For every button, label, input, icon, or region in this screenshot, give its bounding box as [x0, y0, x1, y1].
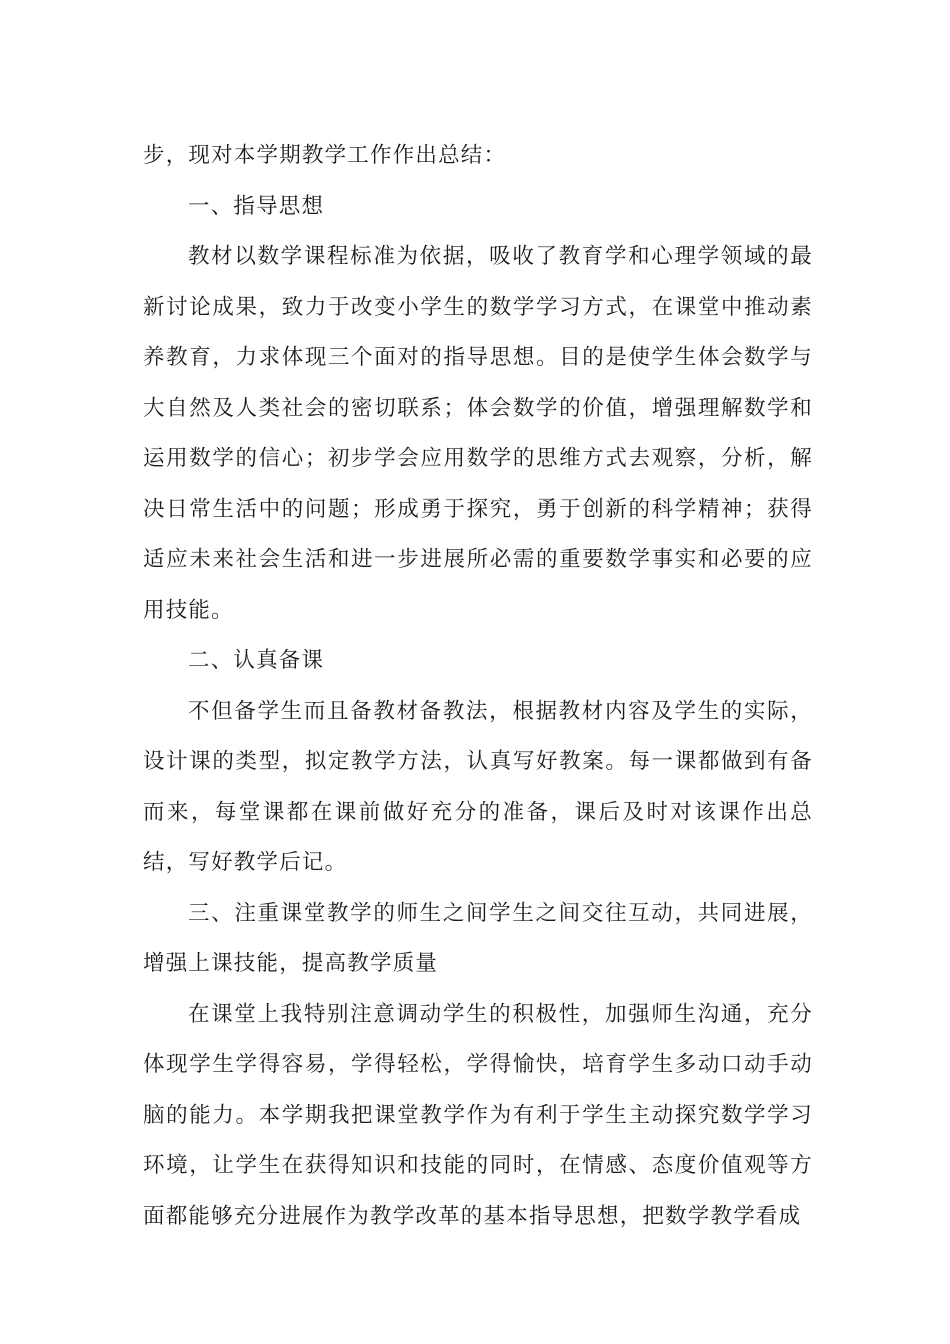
document-body: [143, 131, 813, 1242]
paragraph-lesson-prep: 不但备学生而且备教材备教法，根据教材内容及学生的实际，设计课的类型，拟定教学方法，认真写好教案。每一课都做到有备而来，每堂课都在课前做好充分的准备，课后及时对该课作出总结，写好教学后记。: [143, 698, 813, 875]
paragraph-classroom-interaction: 在课堂上我特别注意调动学生的积极性，加强师生沟通，充分体现学生学得容易，学得轻松，学得愉快，培育学生多动口动手动脑的能力。本学期我把课堂教学作为有利于学生主动探究数学学习环境，让学生在获得知识和技能的同时，在情感、态度价值观等方面都能够充分进展作为教学改革的基本指导思想，把数学教学看成: [143, 1001, 813, 1229]
paragraph-guiding-thought: 教材以数学课程标准为依据，吸收了教育学和心理学领域的最新讨论成果，致力于改变小学生的数学学习方式，在课堂中推动素养教育，力求体现三个面对的指导思想。目的是使学生体会数学与大自然及人类社会的密切联系；体会数学的价值，增强理解数学和运用数学的信心；初步学会应用数学的思维方式去观察，分析，解决日常生活中的问题；形成勇于探究，勇于创新的科学精神；获得适应未来社会生活和进一步进展所必需的重要数学事实和必要的应用技能。: [143, 244, 813, 623]
section-heading-lesson-prep: 二、认真备课: [188, 648, 325, 673]
section-heading-guiding-thought: 一、指导思想: [188, 193, 325, 219]
section-heading-classroom-interaction: 三、注重课堂教学的师生之间学生之间交往互动，共同进展，增强上课技能，提高教学质量: [143, 900, 813, 976]
paragraph-intro-continuation: 步，现对本学期教学工作作出总结：: [143, 143, 507, 168]
